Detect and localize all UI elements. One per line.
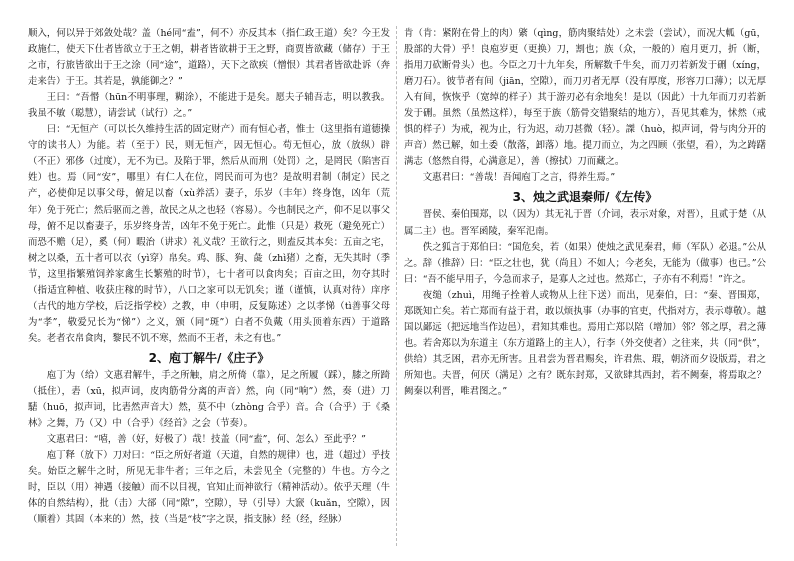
right-column: [404, 26, 766, 400]
column-divider: [396, 26, 397, 546]
text-paragraph: 晋侯、秦伯围郑，以（因为）其无礼于晋（介词，表示对象，对晋），且贰于楚（从属二主）也。晋军函陵，秦军氾南。: [404, 209, 766, 237]
text-paragraph: 顺入，何以异于郊敛处哉？盖（hé同“盍”，何不）亦反其本（指仁政王道）矣？今王发政施仁，使天下仕者皆欲立于王之朝，耕者皆欲耕于王之野，商贾皆欲藏（储存）于王之市，行旅皆欲出于王之涂（同“途”，道路），天下之欲疾（憎恨）其君者皆欲赴诉（奔走来告）于王。其若是，孰能御之？”: [28, 28, 390, 88]
text-paragraph: 佚之狐言于郑伯曰：“国危矣，若（如果）使烛之武见秦君，师（军队）必退。”公从之。辞（推辞）曰：“臣之壮也，犹（尚且）不如人；今老矣，无能为（做事）也已。”公曰：“吾不能早用子，今急而求子，是寡人之过也。然郑亡，子亦有不利焉！”许之。: [404, 241, 766, 285]
text-paragraph: 庖丁为（给）文惠君解牛，手之所触，肩之所倚（靠），足之所履（踩），膝之所踦（抵住），砉（xū，拟声词，皮肉筋骨分离的声音）然，向（同“响”）然，奏（进）刀騞（huō，拟声词，比砉然声音大）然，莫不中（zhòng 合乎）音。合（合乎）于《桑林》之舞，乃（又）中（合乎）《经首》之会（节奏）。: [28, 369, 390, 430]
text-paragraph: 庖丁释（放下）刀对曰：“臣之所好者道（天道，自然的规律）也，进（超过）乎技矣。始臣之解牛之时，所见无非牛者；三年之后，未尝见全（完整的）牛也。方今之时，臣以（用）神遇（接触）而不以目视，官知止而神欲行（精神活动）。依乎天理（牛体的自然结构），批（击）大郤（同“隙”，空隙），导（引导）大窾（kuǎn，空隙），因（顺着）其固（本来的）然，技（当是“枝”字之误，指支脉）经（经，经脉）: [28, 450, 390, 526]
left-column: [28, 26, 390, 528]
text-paragraph: 文惠君曰：“善哉！吾闻庖丁之言，得养生焉。”: [422, 172, 616, 184]
section-heading: 3、烛之武退秦师/《左传》: [512, 190, 658, 205]
text-paragraph: 文惠君曰：“嘻，善（好，好极了）哉！技盖（同“盍”，何、怎么）至此乎？”: [46, 434, 366, 446]
section-heading: 2、庖丁解牛/《庄子》: [148, 350, 270, 365]
text-paragraph: 曰：“无恒产（可以长久维持生活的固定财产）而有恒心者，惟士（这里指有道德操守的读书人）为能。若（至于）民，则无恒产，因无恒心。苟无恒心，放（放纵）辟（不正）邪侈（过度），无不为已。及陷于罪，然后从而刑（处罚）之，是罔民（陷害百姓）也。焉（同“安”，哪里）有仁人在位，罔民而可为也？是故明君制（制定）民之产，必使仰足以事父母，俯足以畜（xù养活）妻子，乐岁（丰年）终身饱，凶年（荒年）免于死亡；然后驱而之善，故民之从之也轻（容易）。今也制民之产，仰不足以事父母，俯不足以畜妻子，乐岁终身苦，凶年不免于死亡。此惟（只是）救死（避免死亡）而恐不赡（足），奚（何）暇治（讲求）礼义哉？王欲行之，则盍反其本矣：五亩之宅，树之以桑，五十者可以衣（yì穿）帛矣。鸡、豚、狗、彘（zhì猪）之畜，无失其时（季节，这里指繁殖饲养家禽生长繁殖的时节），七十者可以食肉矣；百亩之田，勿夺其时（指适宜种植、收获庄稼的时节），八口之家可以无饥矣；谨（谨慎，认真对待）庠序（古代的地方学校，后泛指学校）之教，申（申明，反复陈述）之以孝悌（tì善事父母为“孝”，敬爱兄长为“悌”）之义，颁（同“斑”）白者不负戴（用头顶着东西）于道路矣。老者衣帛食肉，黎民不饥不寒，然而不王者，未之有也。”: [28, 124, 390, 344]
text-paragraph: 王曰：“吾惽（hūn不明事理，糊涂），不能进于是矣。愿夫子辅吾志，明以教我。我虽不敏（聪慧），请尝试（试行）之。”: [28, 92, 390, 120]
text-paragraph: 夜缒（zhuì，用绳子拴着人或物从上往下送）而出，见秦伯，曰：“秦、晋围郑，郑既知亡矣。若亡郑而有益于君，敢以烦执事（办事的官吏，代指对方，表示尊敬）。越国以鄙远（把远地当作边邑），君知其难也。焉用亡郑以陪（增加）邻？邻之厚，君之薄也。若舍郑以为东道主（东方道路上的主人），行李（外交使者）之往来，共（同“供”，供给）其乏困，君亦无所害。且君尝为晋君赐矣，许君焦、瑕，朝济而夕设版焉，君之所知也。夫晋，何厌（满足）之有？既东封郑，又欲肆其西封，若不阙秦，将焉取之？阙秦以利晋，唯君图之。”: [404, 289, 766, 397]
text-paragraph: 肯（肯：紧附在骨上的肉）綮（qìng，筋肉聚结处）之未尝（尝试），而况大軱（gū，股部的大骨）乎！良庖岁更（更换）刀，割也；族（众，一般的）庖月更刀，折（断，指用刀砍断骨头）也。今臣之刀十九年矣，所解数千牛矣，而刀刃若新发于硎（xíng，磨刀石）。彼节者有间（jiān，空隙），而刀刃者无厚（没有厚度，形容刀口薄）；以无厚入有间，恢恢乎（宽绰的样子）其于游刃必有余地矣！是以（因此）十九年而刀刃若新发于硎。虽然（虽然这样），每至于族（筋骨交错聚结的地方），吾见其难为，怵然（戒惧的样子）为戒，视为止，行为迟，动刀甚微（轻）。謋（huò，拟声词，骨与肉分开的声音）然已解，如土委（散落，卸落）地。提刀而立，为之四顾（张望，看），为之踌躇满志（悠然自得，心满意足），善（擦拭）刀而藏之。: [404, 28, 766, 168]
